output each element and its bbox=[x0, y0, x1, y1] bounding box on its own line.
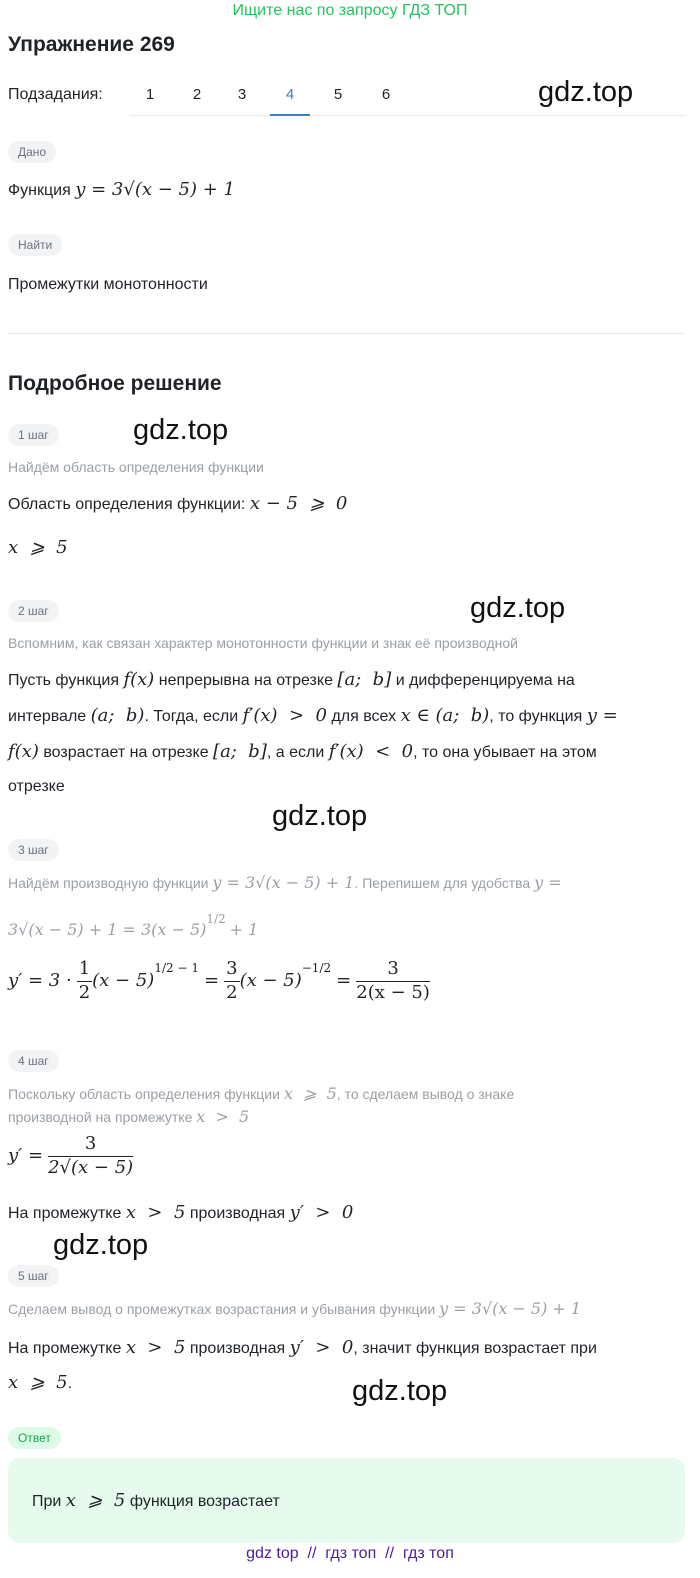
step2-p10: , то она убывает на этом bbox=[413, 744, 597, 761]
step5-text-c: , значит функция возрастает при bbox=[353, 1340, 597, 1357]
step5-m2: y′ > 0 bbox=[289, 1337, 354, 1358]
step3-deriv-eq: = bbox=[204, 969, 220, 991]
subtasks-label: Подзадания: bbox=[8, 86, 103, 103]
subtask-tab-6[interactable]: 6 bbox=[381, 86, 391, 103]
step2-m4: f′(x) > 0 bbox=[242, 705, 327, 726]
step4-frac-den: 2√(x − 5) bbox=[48, 1156, 134, 1178]
step2-m5: x ∈ (a; b) bbox=[400, 705, 490, 726]
subtask-tab-1[interactable]: 1 bbox=[145, 86, 155, 103]
given-label: Функция bbox=[8, 182, 71, 199]
frac3-num: 3 bbox=[356, 958, 430, 982]
step1-chip: 1 шаг bbox=[8, 424, 59, 446]
frac1-den: 2 bbox=[78, 981, 91, 1003]
footer-links[interactable]: gdz top // гдз топ // гдз топ bbox=[246, 1545, 454, 1562]
step4-conclusion bbox=[8, 1202, 353, 1225]
step3-frac3 bbox=[356, 958, 430, 1004]
step5-m1: x > 5 bbox=[125, 1337, 186, 1358]
step1-line1-text: Область определения функции: bbox=[8, 496, 246, 513]
step2-p3: и дифференцируема на bbox=[395, 672, 575, 689]
step5-m3: x ⩾ 5 bbox=[8, 1372, 68, 1393]
step1-line1-math: x − 5 ⩾ 0 bbox=[249, 493, 348, 514]
step5-hint-m: y = 3√(x − 5) + 1 bbox=[439, 1299, 582, 1318]
step3-deriv-m2: (x − 5) bbox=[239, 969, 302, 991]
step2-m9: f′(x) < 0 bbox=[328, 741, 414, 762]
step5-hint bbox=[8, 1299, 581, 1318]
watermark-1: gdz.top bbox=[538, 76, 634, 108]
answer-text-b: функция возрастает bbox=[129, 1493, 280, 1510]
frac3-den: 2(x − 5) bbox=[356, 981, 430, 1003]
step2-m7: f(x) bbox=[8, 741, 39, 762]
watermark-5: gdz.top bbox=[53, 1229, 149, 1261]
step3-hint-line2 bbox=[8, 912, 258, 939]
answer-chip: Ответ bbox=[8, 1427, 61, 1449]
step5-text-a: На промежутке bbox=[8, 1340, 122, 1357]
step2-p6: для всех bbox=[331, 708, 397, 725]
step1-hint: Найдём область определения функции bbox=[8, 459, 264, 475]
subtask-tab-4[interactable]: 4 bbox=[285, 86, 295, 103]
step3-deriv-exp2: −1/2 bbox=[301, 960, 332, 975]
step2-p7: , то функция bbox=[489, 708, 583, 725]
step2-p4: интервале bbox=[8, 708, 87, 725]
step5-chip: 5 шаг bbox=[8, 1265, 59, 1287]
watermark-6: gdz.top bbox=[352, 1375, 448, 1407]
step3-hint-a: Найдём производную функции bbox=[8, 875, 209, 891]
step2-m2: [a; b] bbox=[337, 669, 392, 690]
step1-line2-math: x ⩾ 5 bbox=[8, 537, 68, 558]
watermark-2: gdz.top bbox=[133, 414, 229, 446]
step5-text-d: . bbox=[67, 1375, 73, 1392]
step2-m1: f(x) bbox=[123, 669, 155, 690]
answer-text-a: При bbox=[32, 1493, 62, 1510]
step5-line1 bbox=[8, 1337, 597, 1360]
step4-y-lhs: y′ = bbox=[8, 1144, 44, 1166]
step5-hint-a: Сделаем вывод о промежутках возрастания и убывания функции bbox=[8, 1301, 436, 1317]
step4-hint-b: , то сделаем вывод о знаке bbox=[336, 1086, 515, 1102]
step4-hint-m2: x > 5 bbox=[196, 1107, 250, 1126]
step4-text-b: производная bbox=[189, 1205, 286, 1222]
given-chip: Дано bbox=[8, 141, 56, 163]
step3-hint-m1: y = 3√(x − 5) + 1 bbox=[212, 873, 355, 892]
step3-deriv-lhs: y′ = 3 · bbox=[8, 969, 72, 991]
step4-text-a: На промежутке bbox=[8, 1205, 122, 1222]
step2-m3: (a; b) bbox=[90, 705, 145, 726]
frac1-num: 1 bbox=[77, 958, 92, 982]
step2-m6: y = bbox=[586, 705, 618, 726]
search-banner[interactable]: Ищите нас по запросу ГДЗ ТОП bbox=[232, 2, 468, 19]
step4-hint-m1: x ⩾ 5 bbox=[283, 1084, 337, 1103]
frac2-den: 2 bbox=[226, 981, 238, 1003]
answer-box bbox=[8, 1458, 685, 1543]
step3-frac2 bbox=[224, 958, 239, 1004]
step3-hint-m3: 3√(x − 5) + 1 = 3(x − 5) bbox=[8, 920, 207, 939]
watermark-4: gdz.top bbox=[272, 800, 368, 832]
step4-hint-line2 bbox=[8, 1107, 249, 1126]
step2-line2 bbox=[8, 705, 618, 728]
subtask-tab-3[interactable]: 3 bbox=[237, 86, 247, 103]
watermark-3: gdz.top bbox=[470, 592, 566, 624]
step4-chip: 4 шаг bbox=[8, 1050, 59, 1072]
subtask-tab-2[interactable]: 2 bbox=[192, 86, 202, 103]
step5-line2 bbox=[8, 1372, 72, 1395]
step2-hint: Вспомним, как связан характер монотонности функции и знак её производной bbox=[8, 635, 518, 651]
step4-hint-c: производной на промежутке bbox=[8, 1109, 193, 1125]
step4-hint-a: Поскольку область определения функции bbox=[8, 1086, 280, 1102]
step2-p11: отрезке bbox=[8, 778, 65, 795]
step3-derivative bbox=[8, 958, 430, 1004]
answer-math: x ⩾ 5 bbox=[65, 1490, 126, 1511]
step4-m1: x > 5 bbox=[125, 1202, 186, 1223]
step2-p1: Пусть функция bbox=[8, 672, 120, 689]
step3-hint-exp: 1/2 bbox=[206, 912, 226, 926]
find-chip: Найти bbox=[8, 234, 62, 256]
given-formula: y = 3√(x − 5) + 1 bbox=[75, 179, 235, 200]
step1-line1 bbox=[8, 493, 347, 516]
step2-line3 bbox=[8, 741, 597, 764]
step3-deriv-exp1: 1/2 − 1 bbox=[154, 960, 199, 975]
step2-p8: возрастает на отрезке bbox=[43, 744, 209, 761]
step4-hint-line1 bbox=[8, 1084, 514, 1103]
step4-m2: y′ > 0 bbox=[289, 1202, 354, 1223]
solution-title: Подробное решение bbox=[8, 372, 222, 395]
answer-text bbox=[32, 1490, 280, 1513]
step3-hint-b: . Перепишем для удобства bbox=[354, 875, 531, 891]
step3-frac1 bbox=[77, 958, 92, 1004]
step2-p2: непрерывна на отрезке bbox=[158, 672, 333, 689]
step2-m8: [a; b] bbox=[213, 741, 267, 762]
step2-line1 bbox=[8, 669, 575, 692]
step4-frac-num: 3 bbox=[48, 1133, 133, 1157]
step3-hint-m2: y = bbox=[534, 873, 562, 892]
step4-frac bbox=[48, 1133, 133, 1179]
active-tab-indicator bbox=[270, 114, 310, 116]
step5-text-b: производная bbox=[189, 1340, 286, 1357]
divider bbox=[8, 333, 685, 334]
step2-chip: 2 шаг bbox=[8, 600, 59, 622]
page-title: Упражнение 269 bbox=[8, 33, 175, 56]
step3-deriv-eq2: = bbox=[336, 969, 352, 991]
step3-deriv-m1: (x − 5) bbox=[92, 969, 155, 991]
step3-hint-line1 bbox=[8, 873, 562, 892]
subtask-tab-5[interactable]: 5 bbox=[333, 86, 343, 103]
step3-chip: 3 шаг bbox=[8, 839, 59, 861]
step3-hint-m4: + 1 bbox=[229, 920, 259, 939]
frac2-num: 3 bbox=[224, 958, 239, 982]
given-function bbox=[8, 179, 235, 202]
step4-derivative bbox=[8, 1133, 133, 1179]
step2-p5: . Тогда, если bbox=[144, 708, 239, 725]
find-text: Промежутки монотонности bbox=[8, 276, 208, 293]
step2-p9: , а если bbox=[266, 744, 325, 761]
